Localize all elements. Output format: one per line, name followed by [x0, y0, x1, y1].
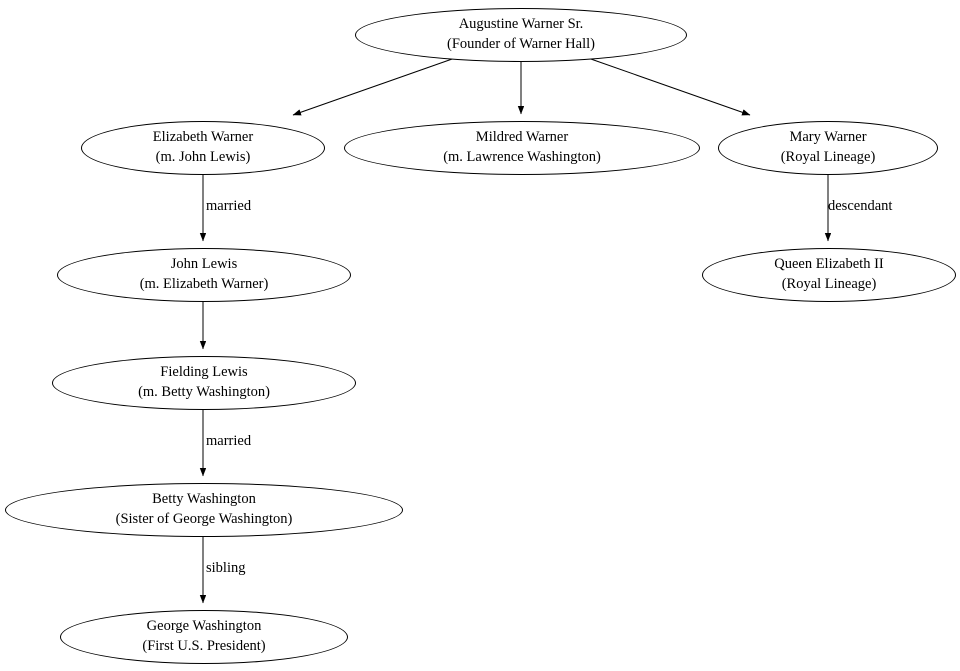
edge-augustine-elizabeth [293, 58, 455, 115]
node-label-line2: (First U.S. President) [142, 638, 266, 654]
node-label-line1: Queen Elizabeth II [774, 256, 884, 273]
node-label-line1: Fielding Lewis [160, 364, 248, 381]
node-label-line1: John Lewis [170, 256, 238, 273]
node-label-line1: Elizabeth Warner [152, 129, 254, 146]
edge-label-sibling-betty-george: sibling [206, 560, 246, 576]
node-label-line2: (Founder of Warner Hall) [447, 36, 595, 52]
node-mildred-warner[interactable] [344, 121, 700, 175]
node-george-washington[interactable] [60, 610, 348, 664]
node-label-line1: Betty Washington [152, 491, 256, 508]
node-betty-washington[interactable] [5, 483, 403, 537]
node-john-lewis[interactable] [57, 248, 351, 302]
node-label-line2: (Sister of George Washington) [115, 511, 293, 527]
node-label-line2: (Royal Lineage) [780, 149, 876, 165]
edge-label-descendant-mary-queen: descendant [828, 198, 893, 214]
edge-augustine-mary [588, 58, 750, 115]
node-label-line2: (m. Elizabeth Warner) [139, 276, 269, 292]
node-augustine-warner-sr[interactable] [355, 8, 687, 62]
edge-label-married-fielding-betty: married [206, 433, 252, 449]
node-label-line1: Mildred Warner [475, 129, 569, 146]
node-elizabeth-warner[interactable] [81, 121, 325, 175]
node-label-line1: Augustine Warner Sr. [458, 16, 584, 33]
node-label-line2: (Royal Lineage) [781, 276, 877, 292]
node-label-line2: (m. John Lewis) [155, 149, 251, 165]
node-queen-elizabeth-ii[interactable] [702, 248, 956, 302]
node-fielding-lewis[interactable] [52, 356, 356, 410]
node-label-line2: (m. Betty Washington) [138, 384, 270, 400]
node-label-line1: George Washington [146, 618, 262, 635]
node-mary-warner[interactable] [718, 121, 938, 175]
node-label-line1: Mary Warner [789, 129, 867, 146]
node-label-line2: (m. Lawrence Washington) [443, 149, 601, 165]
edge-label-married-elizabeth-john: married [206, 198, 252, 214]
